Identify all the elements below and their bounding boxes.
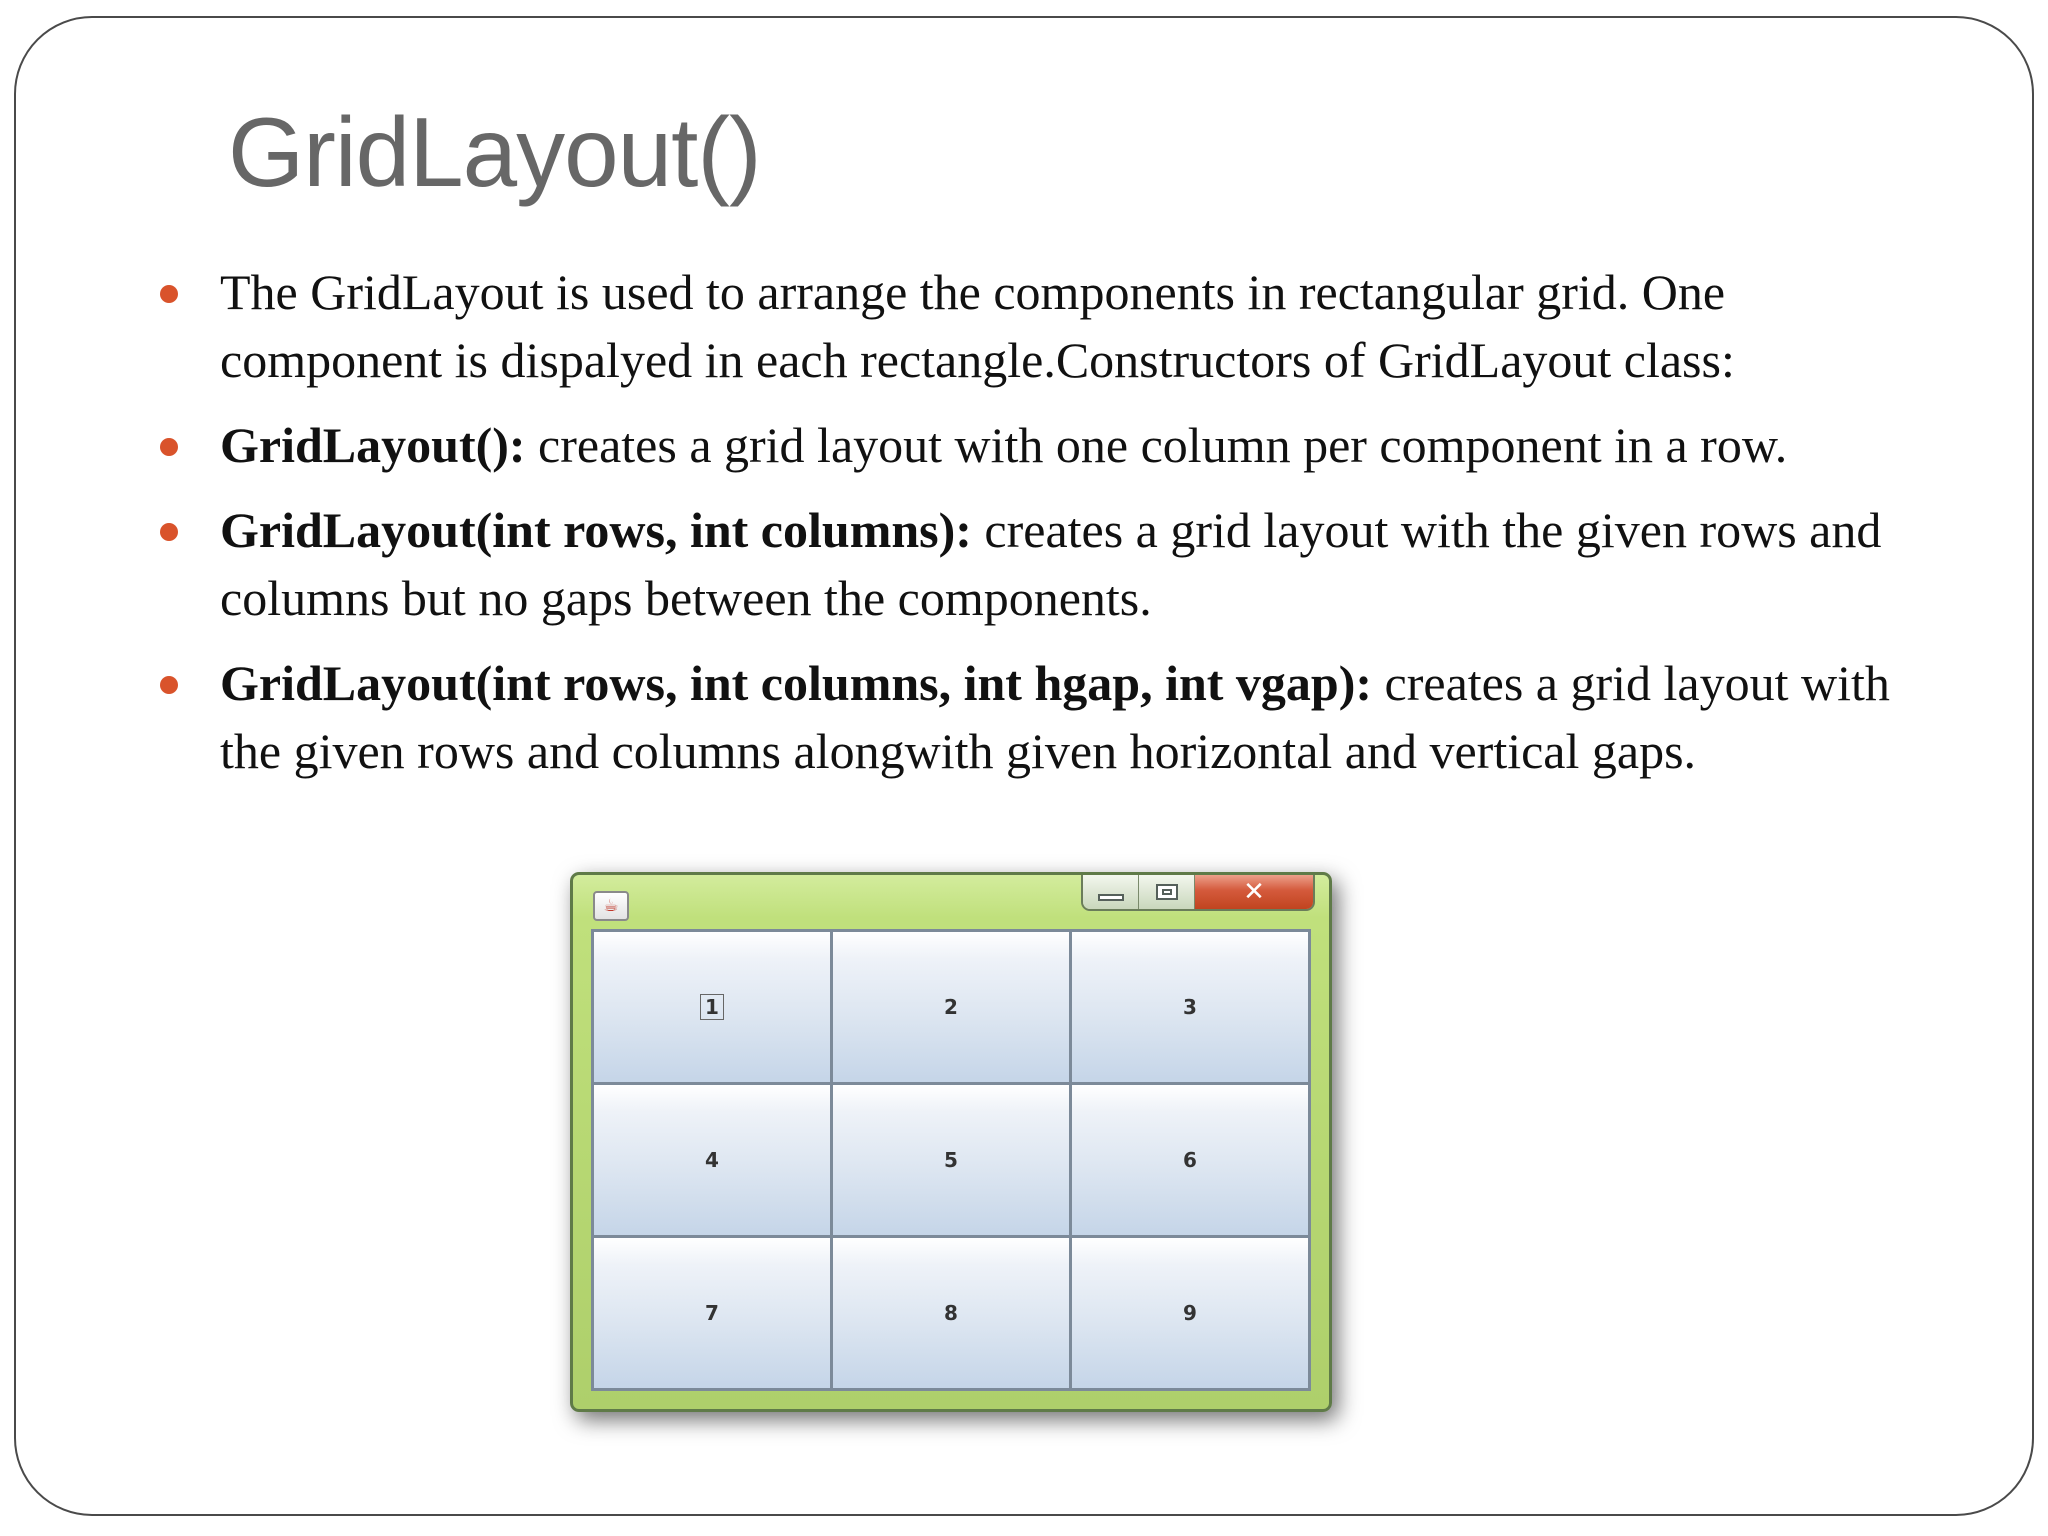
gridlayout-demo-window bbox=[570, 872, 1332, 1412]
grid-button-label: 4 bbox=[705, 1148, 719, 1172]
maximize-button[interactable] bbox=[1139, 875, 1195, 909]
grid-button-3[interactable] bbox=[1072, 932, 1308, 1082]
close-button[interactable] bbox=[1195, 875, 1313, 909]
bullet-dot-icon bbox=[160, 676, 178, 694]
grid-button-label: 1 bbox=[700, 994, 724, 1020]
grid-button-1[interactable] bbox=[594, 932, 830, 1082]
bullet-bold-term: GridLayout(): bbox=[220, 417, 526, 473]
bullet-dot-icon bbox=[160, 285, 178, 303]
grid-button-label: 2 bbox=[944, 995, 958, 1019]
minimize-button[interactable] bbox=[1083, 875, 1139, 909]
grid-button-label: 3 bbox=[1183, 995, 1197, 1019]
grid-button-7[interactable] bbox=[594, 1238, 830, 1388]
button-grid bbox=[591, 929, 1311, 1391]
grid-button-label: 7 bbox=[705, 1301, 719, 1325]
slide-title: GridLayout() bbox=[228, 97, 761, 207]
bullet-dot-icon bbox=[160, 438, 178, 456]
bullet-item bbox=[158, 411, 1958, 479]
bullet-list bbox=[158, 258, 1958, 802]
java-app-icon[interactable]: ☕ bbox=[593, 891, 629, 921]
grid-button-5[interactable] bbox=[833, 1085, 1069, 1235]
grid-button-2[interactable] bbox=[833, 932, 1069, 1082]
grid-button-9[interactable] bbox=[1072, 1238, 1308, 1388]
grid-button-label: 9 bbox=[1183, 1301, 1197, 1325]
grid-button-8[interactable] bbox=[833, 1238, 1069, 1388]
grid-button-label: 6 bbox=[1183, 1148, 1197, 1172]
close-icon: ✕ bbox=[1243, 877, 1265, 907]
bullet-item bbox=[158, 649, 1958, 785]
grid-button-6[interactable] bbox=[1072, 1085, 1308, 1235]
bullet-text: The GridLayout is used to arrange the components in rectangular grid. One component is dispalyed in each rectangle.Constructors of GridLayout class: bbox=[220, 264, 1735, 388]
bullet-text: creates a grid layout with the given rows and columns but no gaps between the components. bbox=[220, 502, 1882, 626]
bullet-bold-term: GridLayout(int rows, int columns): bbox=[220, 502, 972, 558]
bullet-text: creates a grid layout with one column per component in a row. bbox=[525, 417, 1788, 473]
window-caption-buttons bbox=[1081, 875, 1315, 911]
grid-button-label: 8 bbox=[944, 1301, 958, 1325]
bullet-dot-icon bbox=[160, 523, 178, 541]
grid-button-4[interactable] bbox=[594, 1085, 830, 1235]
bullet-item bbox=[158, 258, 1958, 394]
slide bbox=[14, 16, 2034, 1516]
bullet-item bbox=[158, 496, 1958, 632]
grid-button-label: 5 bbox=[944, 1148, 958, 1172]
maximize-icon bbox=[1156, 884, 1178, 900]
bullet-bold-term: GridLayout(int rows, int columns, int hgap, int vgap): bbox=[220, 655, 1373, 711]
bullet-text: creates a grid layout with the given rows and columns alongwith given horizontal and vertical gaps. bbox=[220, 655, 1890, 779]
minimize-icon bbox=[1098, 894, 1124, 901]
